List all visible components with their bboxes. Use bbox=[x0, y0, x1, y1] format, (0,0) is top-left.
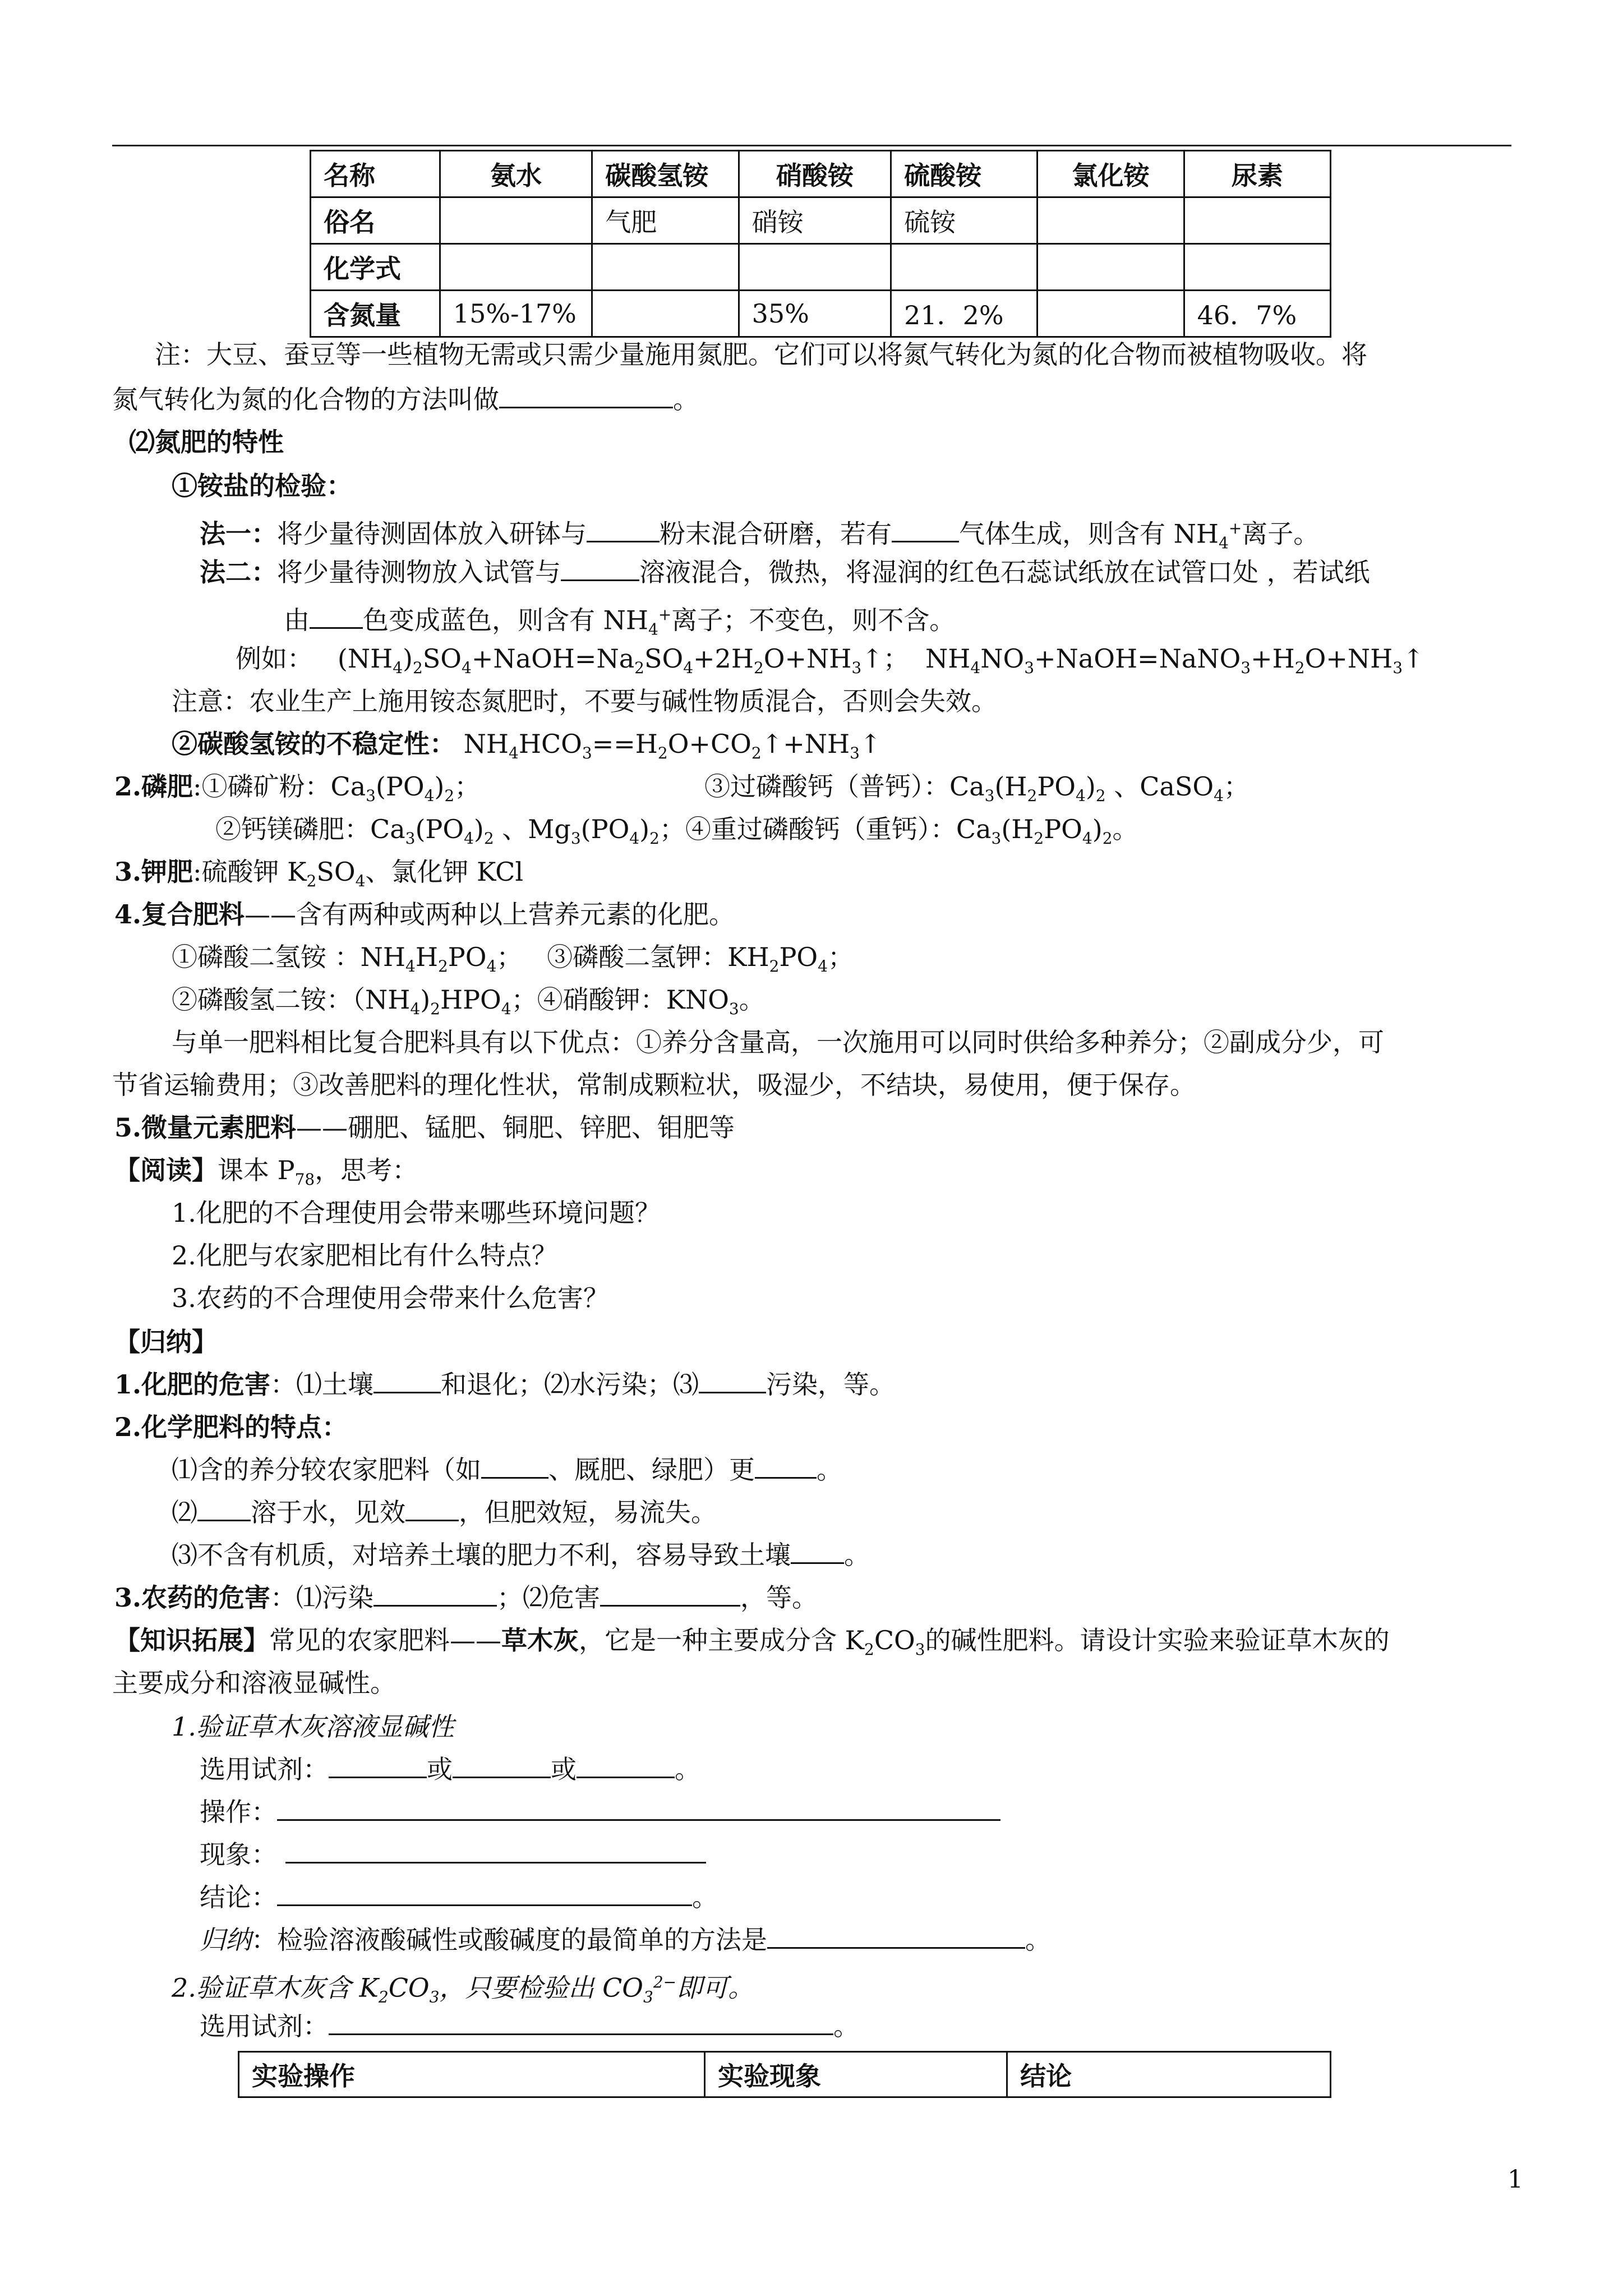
answer-blank[interactable] bbox=[755, 1452, 817, 1479]
extension-line-1: 【知识拓展】常见的农家肥料——草木灰，它是一种主要成分含 $K_2CO_3$的碱性肥料。请设计实验来验证草木灰的 bbox=[114, 1625, 1390, 1659]
example-equations: 例如： $(NH_4)_2SO_4+NaOH=Na_2SO_4+2H_2O+NH_3↑$； $NH_4NO_3+NaOH=NaNO_3+H_2O+NH_3↑$ bbox=[236, 643, 1424, 678]
summary-text: 。 bbox=[817, 1455, 842, 1485]
method-text: 色变成蓝色，则含有 NH bbox=[363, 605, 648, 636]
table-row bbox=[239, 2052, 1331, 2097]
table-cell: 35% bbox=[739, 291, 891, 337]
summary-text: ；⑵危害 bbox=[497, 1582, 601, 1613]
table-header-cell: 碳酸氢铵 bbox=[592, 151, 739, 197]
reading-heading: 【阅读】课本 $P_{78}$，思考： bbox=[114, 1155, 418, 1189]
guina-line bbox=[200, 1922, 1051, 1958]
section-label: 3.钾肥 bbox=[114, 857, 193, 887]
table-header-cell: 氯化铵 bbox=[1038, 151, 1184, 197]
table-cell: 含氮量 bbox=[311, 291, 440, 337]
summary-line-3 bbox=[114, 1580, 818, 1616]
table-cell bbox=[440, 244, 592, 291]
extension-text: ，只要检验出 CO bbox=[439, 1972, 643, 2003]
compound-desc: ——含有两种或两种以上营养元素的化肥。 bbox=[245, 899, 735, 930]
compound-item: ④硝酸钾：KNO bbox=[537, 984, 729, 1015]
summary-text: ，但肥效短，易流失。 bbox=[459, 1497, 717, 1527]
section-label: 【阅读】 bbox=[114, 1155, 218, 1185]
compound-advantages-1: 与单一肥料相比复合肥料具有以下优点：①养分含量高，一次施用可以同时供给多种养分；②副成分少，可 bbox=[172, 1027, 1384, 1057]
conclusion-line bbox=[200, 1879, 718, 1915]
table-cell bbox=[1184, 244, 1330, 291]
table-cell bbox=[592, 244, 739, 291]
note-text: 。 bbox=[673, 384, 699, 415]
method-text: 将少量待测物放入试管与 bbox=[277, 557, 561, 587]
compound-item: ①磷酸二氢铵 ：NH bbox=[172, 942, 405, 972]
answer-blank[interactable] bbox=[329, 2009, 833, 2035]
phosphate-line-2: ②钙镁磷肥：$Ca_3(PO_4)_2$ 、$Mg_3(PO_4)_2$；④重过磷酸钙（重钙）：$Ca_3(H_2PO_4)_2$。 bbox=[215, 814, 1138, 848]
micro-text: ——硼肥、锰肥、铜肥、锌肥、钼肥等 bbox=[296, 1112, 735, 1143]
phosphate-line-1: 2.磷肥:①磷矿粉：$Ca_3(PO_4)_2$； bbox=[114, 771, 481, 806]
table-header-cell: 实验现象 bbox=[704, 2052, 1007, 2097]
table-header-cell: 硝酸铵 bbox=[739, 151, 891, 197]
micro-heading bbox=[114, 1110, 735, 1145]
field-label: 现象： bbox=[200, 1839, 277, 1870]
or-text: 或 bbox=[427, 1754, 453, 1784]
answer-blank[interactable] bbox=[310, 602, 363, 629]
extension-sub-1: 1.验证草木灰溶液显碱性 bbox=[172, 1711, 454, 1742]
section-label: 2.磷肥 bbox=[114, 771, 193, 802]
method-text: 由 bbox=[284, 605, 310, 636]
section-label: 3.农药的危害 bbox=[114, 1582, 271, 1613]
compound-line-2: ②磷酸氢二铵：$(NH_4)_2HPO_4$；④硝酸钾：$KNO_3$。 bbox=[172, 984, 765, 1019]
table-row bbox=[311, 197, 1331, 244]
potash-line: 3.钾肥:硫酸钾 $K_2SO_4$、氯化钾 KCl bbox=[114, 857, 524, 891]
table-cell: 46．7% bbox=[1184, 291, 1330, 337]
answer-blank[interactable] bbox=[892, 516, 959, 542]
answer-blank[interactable] bbox=[277, 1795, 1000, 1821]
answer-blank[interactable] bbox=[791, 1538, 844, 1564]
section-heading: ⑵氮肥的特性 bbox=[129, 427, 284, 457]
summary-text: 溶于水，见效 bbox=[251, 1497, 405, 1527]
answer-blank[interactable] bbox=[481, 1452, 548, 1479]
reading-question: 2.化肥与农家肥相比有什么特点？ bbox=[172, 1240, 557, 1271]
table-cell bbox=[592, 291, 739, 337]
table-cell bbox=[440, 197, 592, 244]
table-header-cell: 氨水 bbox=[440, 151, 592, 197]
compound-item: ③磷酸二氢钾：KH bbox=[547, 942, 769, 972]
extension-text: 常见的农家肥料—— bbox=[269, 1625, 501, 1655]
answer-blank[interactable] bbox=[767, 1922, 1025, 1949]
summary-text: ，等。 bbox=[740, 1582, 818, 1613]
answer-blank[interactable] bbox=[453, 1752, 551, 1778]
answer-blank[interactable] bbox=[374, 1580, 497, 1607]
table-cell bbox=[1184, 197, 1330, 244]
compound-line-1: ①磷酸二氢铵 ：$NH_4H_2PO_4$； ③磷酸二氢钾：$KH_2PO_4$； bbox=[172, 942, 854, 976]
section-label: 【知识拓展】 bbox=[114, 1625, 269, 1655]
summary-feature-3 bbox=[172, 1537, 870, 1573]
section-label: 5.微量元素肥料 bbox=[114, 1112, 297, 1143]
operation-line bbox=[200, 1794, 1000, 1830]
caution-note: 注意：农业生产上施用铵态氮肥时，不要与碱性物质混合，否则会失效。 bbox=[172, 686, 997, 716]
table-cell bbox=[891, 244, 1038, 291]
answer-blank[interactable] bbox=[277, 1880, 692, 1906]
method-1: 法一：将少量待测固体放入研钵与 粉末混合研磨，若有 气体生成，则含有 $NH_4^+$离子。 bbox=[200, 510, 1319, 562]
summary-text: 、厩肥、绿肥）更 bbox=[548, 1455, 755, 1485]
period-text: 。 bbox=[675, 1754, 700, 1784]
phosphate-item: ①磷矿粉：Ca bbox=[201, 771, 366, 802]
compound-heading bbox=[114, 896, 735, 932]
method-text: 气体生成，则含有 NH bbox=[959, 518, 1219, 549]
method-2 bbox=[200, 554, 1370, 590]
phosphate-item: ③过磷酸钙（普钙）：Ca bbox=[704, 771, 985, 802]
table-cell: 俗名 bbox=[311, 197, 440, 244]
compound-item: ②磷酸氢二铵：（NH bbox=[172, 984, 411, 1015]
section-label: 1.化肥的危害 bbox=[114, 1369, 271, 1400]
guina-text: ：检验溶液酸碱性或酸碱度的最简单的方法是 bbox=[251, 1925, 767, 1955]
table-row bbox=[311, 151, 1331, 197]
summary-text: ⑴含的养分较农家肥料（如 bbox=[172, 1455, 481, 1485]
table-cell: 21．2% bbox=[891, 291, 1038, 337]
summary-line-1 bbox=[114, 1366, 895, 1402]
or-text: 或 bbox=[551, 1754, 577, 1784]
answer-blank[interactable] bbox=[197, 1495, 251, 1521]
subsection-heading: ①铵盐的检验： bbox=[172, 471, 352, 501]
method-label: 法一： bbox=[200, 518, 277, 549]
table-cell: 硫铵 bbox=[891, 197, 1038, 244]
table-cell: 硝铵 bbox=[739, 197, 891, 244]
summary-text: 污染，等。 bbox=[766, 1369, 896, 1400]
bicarbonate-instability: ②碳酸氢铵的不稳定性： $NH_4HCO_3==H_2O+CO_2↑+NH_3↑$ bbox=[172, 729, 882, 763]
phosphate-item: ④重过磷酸钙（重钙）：Ca bbox=[685, 814, 992, 844]
summary-text: 。 bbox=[844, 1540, 870, 1570]
period-text: 。 bbox=[1025, 1925, 1051, 1955]
summary-feature-1 bbox=[172, 1452, 842, 1488]
summary-text: ：⑴污染 bbox=[270, 1582, 374, 1613]
potash-text: 硫酸钾 K bbox=[201, 857, 307, 887]
table-cell: 15%-17% bbox=[440, 291, 592, 337]
field-label: 结论： bbox=[200, 1882, 277, 1912]
field-label: 选用试剂： bbox=[200, 2011, 329, 2041]
table-cell bbox=[1038, 244, 1184, 291]
reagent-line bbox=[200, 1751, 700, 1787]
summary-feature-2 bbox=[172, 1494, 717, 1530]
phenomenon-line bbox=[200, 1837, 706, 1872]
method-text: 粉末混合研磨，若有 bbox=[660, 518, 892, 549]
fertilizer-table bbox=[310, 150, 1331, 338]
reading-text: 课本 P bbox=[218, 1155, 295, 1185]
note-text: 氮气转化为氮的化合物的方法叫做 bbox=[112, 384, 499, 415]
experiment-table bbox=[238, 2051, 1331, 2098]
extension-text: 的碱性肥料。请设计实验来验证草木灰的 bbox=[925, 1625, 1390, 1655]
extension-sub-2: 2.验证草木灰含 $K_2CO_3$，只要检验出 $CO_3^{2-}$即可。 bbox=[172, 1972, 754, 2007]
note-line-1: 注：大豆、蚕豆等一些植物无需或只需少量施用氮肥。它们可以将氮气转化为氮的化合物而被植物吸收。将 bbox=[155, 339, 1367, 370]
reading-question: 3.农药的不合理使用会带来什么危害？ bbox=[172, 1283, 609, 1313]
table-cell: 气肥 bbox=[592, 197, 739, 244]
table-row bbox=[311, 291, 1331, 337]
answer-blank[interactable] bbox=[374, 1367, 441, 1393]
guina-label: 归纳 bbox=[200, 1925, 251, 1955]
reading-question: 1.化肥的不合理使用会带来哪些环境问题？ bbox=[172, 1198, 661, 1228]
header-rule bbox=[112, 145, 1511, 146]
method-text: 将少量待测固体放入研钵与 bbox=[277, 518, 587, 549]
reagent-line-2 bbox=[200, 2008, 859, 2044]
compound-advantages-2: 节省运输费用；③改善肥料的理化性状，常制成颗粒状，吸湿少，不结块，易使用，便于保存。 bbox=[112, 1070, 1196, 1100]
table-cell bbox=[739, 244, 891, 291]
summary-text: ：⑴土壤 bbox=[270, 1369, 374, 1400]
answer-blank[interactable] bbox=[561, 555, 639, 581]
method-text: 离子。 bbox=[1242, 518, 1320, 549]
note-line-2 bbox=[112, 381, 699, 417]
table-row bbox=[311, 244, 1331, 291]
period-text: 。 bbox=[692, 1882, 718, 1912]
answer-blank[interactable] bbox=[587, 516, 660, 542]
method-text: 离子；不变色，则不含。 bbox=[671, 605, 956, 636]
method-label: 法二： bbox=[200, 557, 277, 587]
answer-blank[interactable] bbox=[405, 1495, 459, 1521]
period-text: 。 bbox=[833, 2011, 859, 2041]
summary-text: 和退化；⑵水污染；⑶ bbox=[441, 1369, 699, 1400]
table-header-cell: 名称 bbox=[311, 151, 440, 197]
answer-blank[interactable] bbox=[699, 1367, 766, 1393]
summary-text: ⑶不含有机质，对培养土壤的肥力不利，容易导致土壤 bbox=[172, 1540, 791, 1570]
answer-blank[interactable] bbox=[600, 1580, 740, 1607]
answer-blank[interactable] bbox=[577, 1752, 675, 1778]
reading-text: ，思考： bbox=[315, 1155, 418, 1185]
field-label: 选用试剂： bbox=[200, 1754, 329, 1784]
answer-blank[interactable] bbox=[285, 1837, 706, 1864]
phosphate-item: ②钙镁磷肥：Ca bbox=[215, 814, 405, 844]
table-header-cell: 结论 bbox=[1007, 2052, 1331, 2097]
section-label: 4.复合肥料 bbox=[114, 899, 245, 930]
extension-text: ，它是一种主要成分含 K bbox=[579, 1625, 864, 1655]
extension-bold: 草木灰 bbox=[501, 1625, 579, 1655]
method-text: 溶液混合，微热，将湿润的红色石蕊试纸放在试管口处 ，若试纸 bbox=[639, 557, 1370, 587]
answer-blank[interactable] bbox=[499, 382, 673, 408]
table-cell bbox=[1038, 291, 1184, 337]
table-header-cell: 硫酸铵 bbox=[891, 151, 1038, 197]
subsection-heading: ②碳酸氢铵的不稳定性： bbox=[172, 729, 455, 759]
table-cell bbox=[1038, 197, 1184, 244]
extension-line-2: 主要成分和溶液显碱性。 bbox=[112, 1668, 396, 1698]
example-label: 例如： bbox=[236, 643, 313, 674]
extension-text: 即可。 bbox=[676, 1972, 754, 2003]
table-cell: 化学式 bbox=[311, 244, 440, 291]
method-2-cont: 由 色变成蓝色，则含有 $NH_4^+$离子；不变色，则不含。 bbox=[284, 597, 955, 648]
phosphate-item-3: ③过磷酸钙（普钙）：$Ca_3(H_2PO_4)_2$ 、CaSO$_4$； bbox=[704, 771, 1249, 806]
table-header-cell: 实验操作 bbox=[239, 2052, 705, 2097]
page-number: 1 bbox=[1507, 2165, 1523, 2194]
summary-text: ⑵ bbox=[172, 1497, 197, 1527]
field-label: 操作： bbox=[200, 1797, 277, 1827]
summary-heading-2: 2.化学肥料的特点： bbox=[114, 1412, 348, 1442]
extension-text: 2.验证草木灰含 K bbox=[172, 1972, 379, 2003]
answer-blank[interactable] bbox=[329, 1752, 427, 1778]
summary-heading: 【归纳】 bbox=[114, 1327, 218, 1357]
table-header-cell: 尿素 bbox=[1184, 151, 1330, 197]
